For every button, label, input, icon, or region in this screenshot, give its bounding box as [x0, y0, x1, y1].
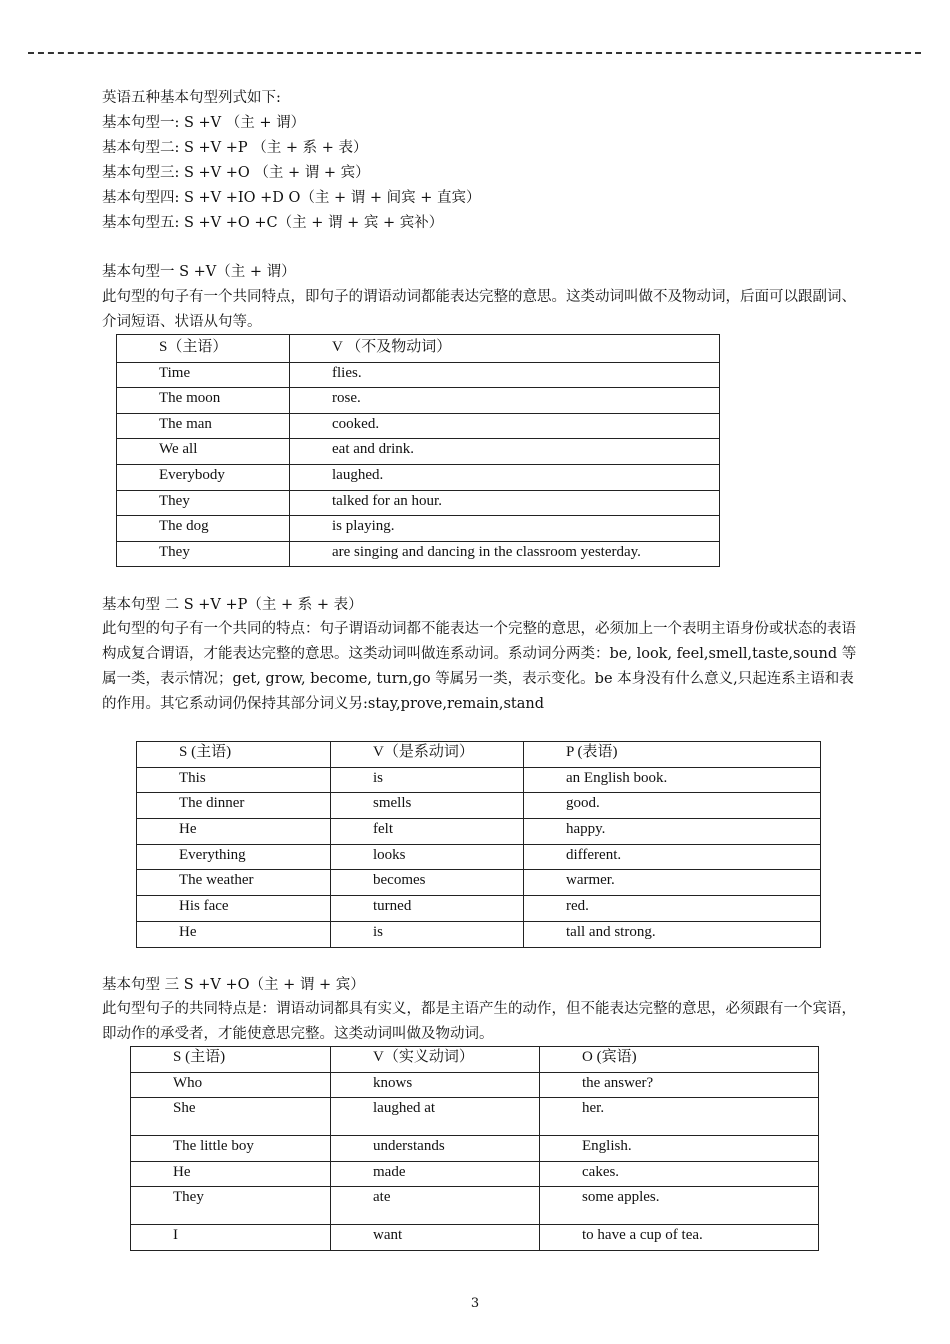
table-cell: The man — [117, 413, 290, 439]
pattern-5: 基本句型五: S +V +O +C（主 + 谓 + 宾 + 宾补） — [102, 215, 444, 231]
table-cell: good. — [524, 793, 821, 819]
intro-heading: 英语五种基本句型列式如下: — [102, 90, 281, 106]
table-cell: some apples. — [540, 1187, 819, 1225]
table-cell: rose. — [290, 388, 720, 414]
pattern-4: 基本句型四: S +V +IO +D O（主 + 谓 + 间宾 + 直宾） — [102, 190, 481, 206]
table-cell: I — [131, 1225, 331, 1251]
section3-description: 此句型句子的共同特点是：谓语动词都具有实义，都是主语产生的动作，但不能表达完整的意思，必须跟有一个宾语，即动作的承受者，才能使意思完整。这类动词叫做及物动词。 — [102, 1001, 856, 1042]
table-cell: We all — [117, 439, 290, 465]
section1-table — [116, 334, 720, 567]
table-cell: He — [137, 921, 331, 947]
table-header-row — [131, 1047, 819, 1073]
dashed-separator — [28, 52, 921, 54]
table-row — [131, 1187, 819, 1225]
table-row — [117, 439, 720, 465]
table-cell: The moon — [117, 388, 290, 414]
table-cell: She — [131, 1098, 331, 1136]
table-cell: made — [331, 1161, 540, 1187]
table-header-cell: S（主语） — [117, 335, 290, 363]
section2-description: 此句型的句子有一个共同的特点：句子谓语动词都不能表达一个完整的意思，必须加上一个表明主语身份或状态的表语构成复合谓语，才能表达完整的意思。这类动词叫做连系动词。系动词分两类：be, look, feel,smell,taste,sound 等属一类，表示情况；get, grow, become, turn,go 等属另一类，表示变化。be 本身没有什么意义,只起连系主语和表的作用。其它系动词仍保持其部分词义另:stay,prove,remain,stand — [102, 621, 857, 712]
table-row — [137, 844, 821, 870]
table-cell: felt — [331, 819, 524, 845]
table-cell: knows — [331, 1072, 540, 1098]
table-cell: an English book. — [524, 767, 821, 793]
table-cell: to have a cup of tea. — [540, 1225, 819, 1251]
section1-title: 基本句型一 S +V（主 + 谓） — [102, 264, 296, 280]
table-cell: tall and strong. — [524, 921, 821, 947]
table-row — [117, 490, 720, 516]
page-number: 3 — [470, 1296, 480, 1311]
table-cell: ate — [331, 1187, 540, 1225]
table-cell: They — [117, 490, 290, 516]
table-cell: Who — [131, 1072, 331, 1098]
pattern-2: 基本句型二: S +V +P （主 + 系 + 表） — [102, 140, 368, 156]
table-cell: looks — [331, 844, 524, 870]
table-header-cell: V（实义动词） — [331, 1047, 540, 1073]
table-row — [131, 1072, 819, 1098]
table-cell: turned — [331, 896, 524, 922]
table-row — [131, 1161, 819, 1187]
table-row — [117, 541, 720, 567]
table-cell: is playing. — [290, 516, 720, 542]
section2-table — [136, 741, 821, 948]
pattern-3: 基本句型三: S +V +O （主 + 谓 + 宾） — [102, 165, 370, 181]
table-row — [137, 767, 821, 793]
table-header-cell: O (宾语) — [540, 1047, 819, 1073]
table-cell: smells — [331, 793, 524, 819]
table-cell: English. — [540, 1136, 819, 1162]
table-row — [131, 1136, 819, 1162]
table-row — [117, 516, 720, 542]
table-row — [131, 1098, 819, 1136]
table-cell: He — [131, 1161, 331, 1187]
table-cell: They — [131, 1187, 331, 1225]
table-cell: Time — [117, 362, 290, 388]
table-header-row — [137, 742, 821, 768]
table-row — [137, 896, 821, 922]
table-cell: cakes. — [540, 1161, 819, 1187]
table-cell: is — [331, 921, 524, 947]
table-cell: laughed. — [290, 464, 720, 490]
pattern-1: 基本句型一: S +V （主 + 谓） — [102, 115, 306, 131]
table-cell: cooked. — [290, 413, 720, 439]
table-row — [137, 921, 821, 947]
table-row — [131, 1225, 819, 1251]
table-cell: want — [331, 1225, 540, 1251]
table-cell: red. — [524, 896, 821, 922]
table-header-cell: V （不及物动词） — [290, 335, 720, 363]
table-cell: Everything — [137, 844, 331, 870]
table-cell: are singing and dancing in the classroom yesterday. — [290, 541, 720, 567]
section2-title: 基本句型 二 S +V +P（主 + 系 + 表） — [102, 597, 363, 613]
table-cell: Everybody — [117, 464, 290, 490]
table-header-cell: S (主语) — [131, 1047, 331, 1073]
table-row — [137, 819, 821, 845]
table-cell: eat and drink. — [290, 439, 720, 465]
table-cell: They — [117, 541, 290, 567]
table-cell: flies. — [290, 362, 720, 388]
table-row — [117, 388, 720, 414]
table-row — [137, 793, 821, 819]
table-cell: This — [137, 767, 331, 793]
section3-title: 基本句型 三 S +V +O（主 + 谓 + 宾） — [102, 977, 365, 993]
table-cell: becomes — [331, 870, 524, 896]
table-cell: laughed at — [331, 1098, 540, 1136]
table-cell: The little boy — [131, 1136, 331, 1162]
table-header-cell: S (主语) — [137, 742, 331, 768]
table-cell: The dog — [117, 516, 290, 542]
table-row — [117, 413, 720, 439]
table-cell: The dinner — [137, 793, 331, 819]
table-cell: different. — [524, 844, 821, 870]
section1-description: 此句型的句子有一个共同特点，即句子的谓语动词都能表达完整的意思。这类动词叫做不及物动词，后面可以跟副词、介词短语、状语从句等。 — [102, 289, 856, 330]
table-row — [117, 362, 720, 388]
table-cell: warmer. — [524, 870, 821, 896]
table-cell: He — [137, 819, 331, 845]
table-row — [117, 464, 720, 490]
table-cell: her. — [540, 1098, 819, 1136]
table-header-row — [117, 335, 720, 363]
table-cell: His face — [137, 896, 331, 922]
table-cell: understands — [331, 1136, 540, 1162]
table-cell: The weather — [137, 870, 331, 896]
section3-table — [130, 1046, 819, 1251]
table-header-cell: V（是系动词） — [331, 742, 524, 768]
table-cell: is — [331, 767, 524, 793]
table-cell: talked for an hour. — [290, 490, 720, 516]
table-cell: the answer? — [540, 1072, 819, 1098]
table-cell: happy. — [524, 819, 821, 845]
table-header-cell: P (表语) — [524, 742, 821, 768]
table-row — [137, 870, 821, 896]
